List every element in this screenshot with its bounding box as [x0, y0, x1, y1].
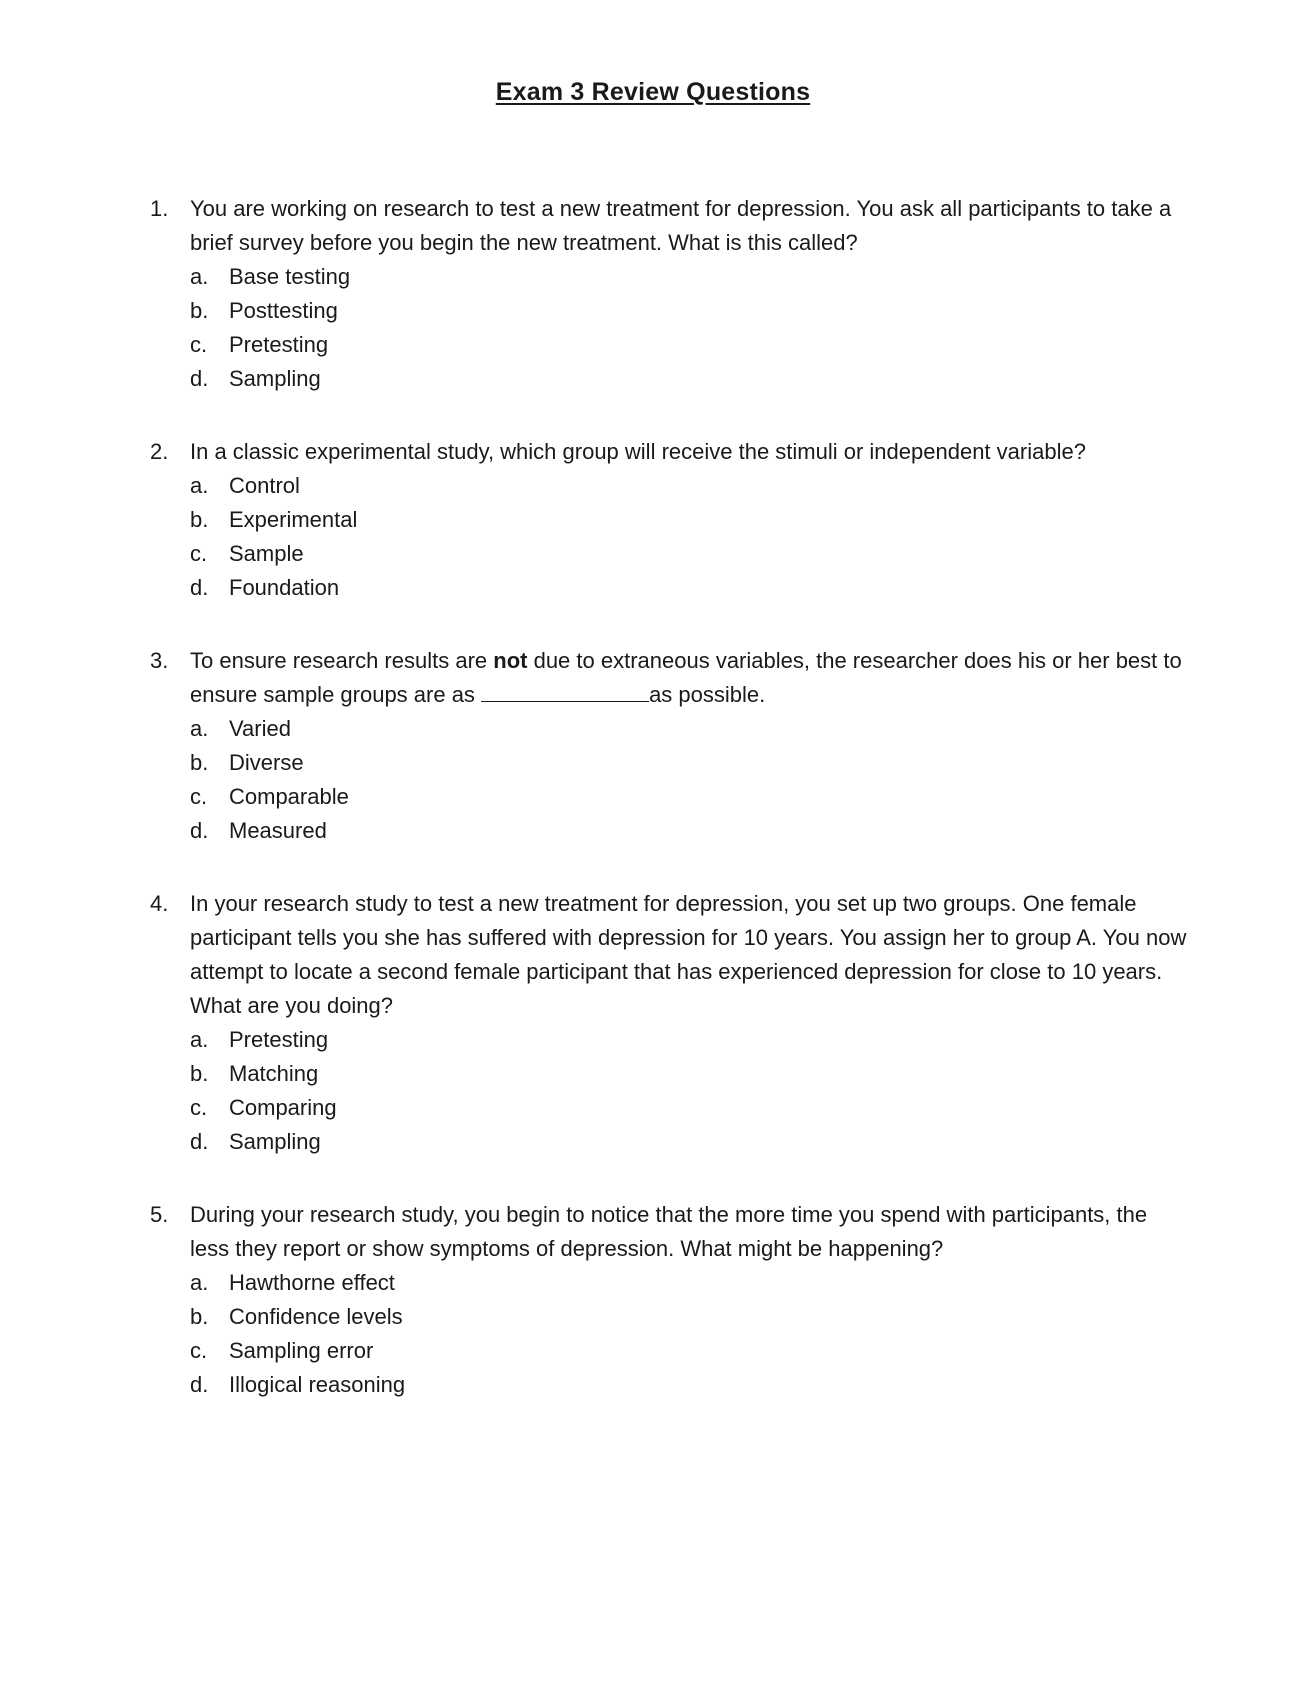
question-number: 5.: [150, 1202, 169, 1227]
option-text: Base testing: [229, 264, 351, 289]
option-letter: b.: [190, 507, 209, 532]
option-text: Comparing: [229, 1095, 337, 1120]
question-number: 3.: [150, 648, 169, 673]
question-text-part: as possible.: [649, 682, 766, 707]
answer-option: [150, 537, 1190, 571]
answer-option: [150, 1368, 1190, 1402]
question-text-part: To ensure research results are: [190, 648, 494, 673]
option-letter: b.: [190, 298, 209, 323]
option-text: Foundation: [229, 575, 340, 600]
answer-option: [150, 1300, 1190, 1334]
answer-option: [150, 780, 1190, 814]
answer-option: [150, 746, 1190, 780]
answer-option: [150, 503, 1190, 537]
option-text: Sample: [229, 541, 304, 566]
answer-option: [150, 1334, 1190, 1368]
question-2: [150, 435, 1190, 605]
option-letter: c.: [190, 1095, 208, 1120]
question-number: 4.: [150, 891, 169, 916]
option-letter: d.: [190, 575, 209, 600]
option-text: Sampling: [229, 1129, 321, 1154]
answer-option: [150, 712, 1190, 746]
option-letter: b.: [190, 1304, 209, 1329]
option-text: Hawthorne effect: [229, 1270, 395, 1295]
option-text: Experimental: [229, 507, 358, 532]
answer-option: [150, 260, 1190, 294]
option-text: Posttesting: [229, 298, 338, 323]
answer-options: [150, 1023, 1190, 1159]
answer-options: [150, 469, 1190, 605]
option-letter: a.: [190, 473, 209, 498]
answer-option: [150, 328, 1190, 362]
option-text: Measured: [229, 818, 327, 843]
answer-options: [150, 260, 1190, 396]
option-text: Illogical reasoning: [229, 1372, 406, 1397]
option-letter: a.: [190, 264, 209, 289]
option-text: Comparable: [229, 784, 349, 809]
option-text: Varied: [229, 716, 291, 741]
question-number: 2.: [150, 439, 169, 464]
option-text: Control: [229, 473, 300, 498]
option-letter: c.: [190, 332, 208, 357]
question-text: In a classic experimental study, which group will receive the stimuli or independent variable?: [190, 439, 1086, 464]
question-4: [150, 887, 1190, 1159]
option-text: Sampling: [229, 366, 321, 391]
question-5: [150, 1198, 1190, 1402]
answer-option: [150, 1091, 1190, 1125]
answer-option: [150, 469, 1190, 503]
option-letter: a.: [190, 1027, 209, 1052]
option-letter: d.: [190, 1372, 209, 1397]
option-letter: d.: [190, 818, 209, 843]
option-letter: a.: [190, 716, 209, 741]
answer-option: [150, 1125, 1190, 1159]
option-letter: b.: [190, 750, 209, 775]
page-title: Exam 3 Review Questions: [495, 78, 811, 106]
option-text: Confidence levels: [229, 1304, 403, 1329]
option-letter: a.: [190, 1270, 209, 1295]
option-letter: c.: [190, 541, 208, 566]
answer-option: [150, 1057, 1190, 1091]
option-text: Diverse: [229, 750, 304, 775]
option-text: Pretesting: [229, 1027, 329, 1052]
question-text: In your research study to test a new treatment for depression, you set up two groups. One female participant tells you she has suffered with depression for 10 years. You assign her to group A. You now attempt to locate a second female participant that has experienced depression for close to 10 years. What are you doing?: [190, 891, 1187, 1018]
question-text: [190, 644, 1190, 712]
answer-option: [150, 1023, 1190, 1057]
answer-option: [150, 571, 1190, 605]
question-text: You are working on research to test a new treatment for depression. You ask all participants to take a brief survey before you begin the new treatment. What is this called?: [190, 196, 1172, 255]
answer-option: [150, 1266, 1190, 1300]
question-3: [150, 644, 1190, 848]
option-letter: d.: [190, 366, 209, 391]
option-text: Matching: [229, 1061, 319, 1086]
option-text: Sampling error: [229, 1338, 374, 1363]
question-number: 1.: [150, 196, 169, 221]
answer-option: [150, 362, 1190, 396]
question-text-part: due to extraneous variables, the researcher does his or her best to ensure sample groups are as: [190, 648, 1182, 707]
question-list: [150, 192, 1190, 1441]
option-letter: c.: [190, 1338, 208, 1363]
option-letter: b.: [190, 1061, 209, 1086]
answer-options: [150, 1266, 1190, 1402]
question-text: During your research study, you begin to notice that the more time you spend with participants, the less they report or show symptoms of depression. What might be happening?: [190, 1202, 1148, 1261]
fill-in-blank: [481, 681, 649, 702]
answer-option: [150, 814, 1190, 848]
emphasis-text: not: [493, 648, 528, 673]
question-1: [150, 192, 1190, 396]
option-letter: c.: [190, 784, 208, 809]
answer-options: [150, 712, 1190, 848]
answer-option: [150, 294, 1190, 328]
option-text: Pretesting: [229, 332, 329, 357]
option-letter: d.: [190, 1129, 209, 1154]
